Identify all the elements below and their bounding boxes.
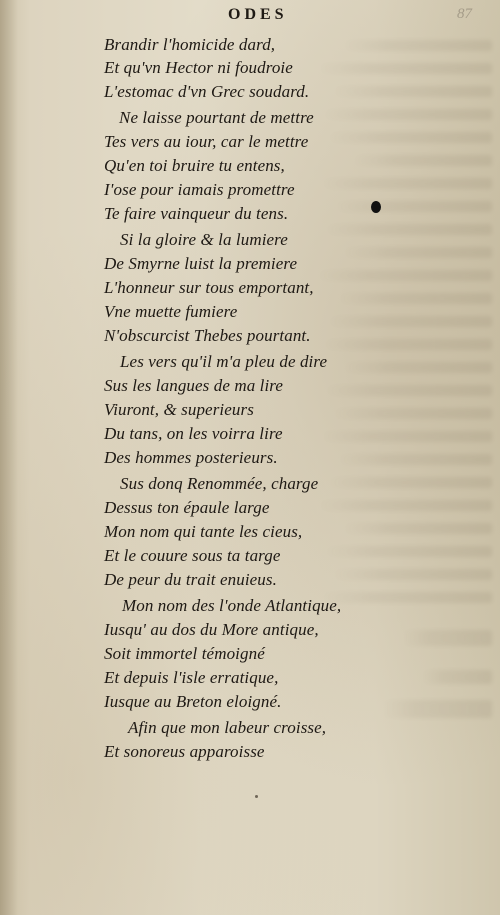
facing-page-folio: 87 [457,6,472,22]
verse-line: Sus les langues de ma lire [104,376,284,395]
verse-line: Ne laisse pourtant de mettre [119,108,314,127]
verse-line: Brandir l'homicide dard, [104,35,276,54]
verse-line: Dessus ton épaule large [104,498,270,517]
verse-line: N'obscurcist Thebes pourtant. [104,326,311,345]
verse-line: Du tans, on les voirra lire [104,424,283,443]
verse-line: Qu'en toi bruire tu entens, [104,156,285,175]
verse-line: De peur du trait enuieus. [104,570,277,589]
verse-line: Tes vers au iour, car le mettre [104,132,309,151]
verse-line: Et depuis l'isle erratique, [104,668,279,687]
verse-line: De Smyrne luist la premiere [104,254,298,273]
verse-line: Iusqu' au dos du More antique, [104,620,319,639]
running-head: ODES [228,6,288,23]
verse-line: Mon nom des l'onde Atlantique, [122,596,342,615]
verse-line: Et le couure sous ta targe [104,546,281,565]
show-through-text [300,0,500,915]
verse-line: Des hommes posterieurs. [104,448,278,467]
page-gutter-shadow [0,0,18,915]
verse-line: Iusque au Breton eloigné. [104,692,282,711]
verse-line: L'honneur sur tous emportant, [104,278,314,297]
verse-line: Si la gloire & la lumiere [120,230,288,249]
verse-line: Viuront, & superieurs [104,400,254,419]
verse-line: Mon nom qui tante les cieus, [104,522,303,541]
verse-line: L'estomac d'vn Grec soudard. [104,82,310,101]
verse-line: Sus donq Renommée, charge [120,474,319,493]
verse-line: Et qu'vn Hector ni foudroie [104,58,293,77]
paper-speck [255,795,258,798]
verse-line: I'ose pour iamais promettre [104,180,295,199]
verse-line: Les vers qu'il m'a pleu de dire [120,352,328,371]
ink-blot [371,201,381,213]
verse-line: Te faire vainqueur du tens. [104,204,289,223]
verse-line: Afin que mon labeur croisse, [128,718,327,737]
verse-line: Et sonoreus apparoisse [104,742,265,761]
verse-line: Vne muette fumiere [104,302,238,321]
verse-line: Soit immortel témoigné [104,644,265,663]
